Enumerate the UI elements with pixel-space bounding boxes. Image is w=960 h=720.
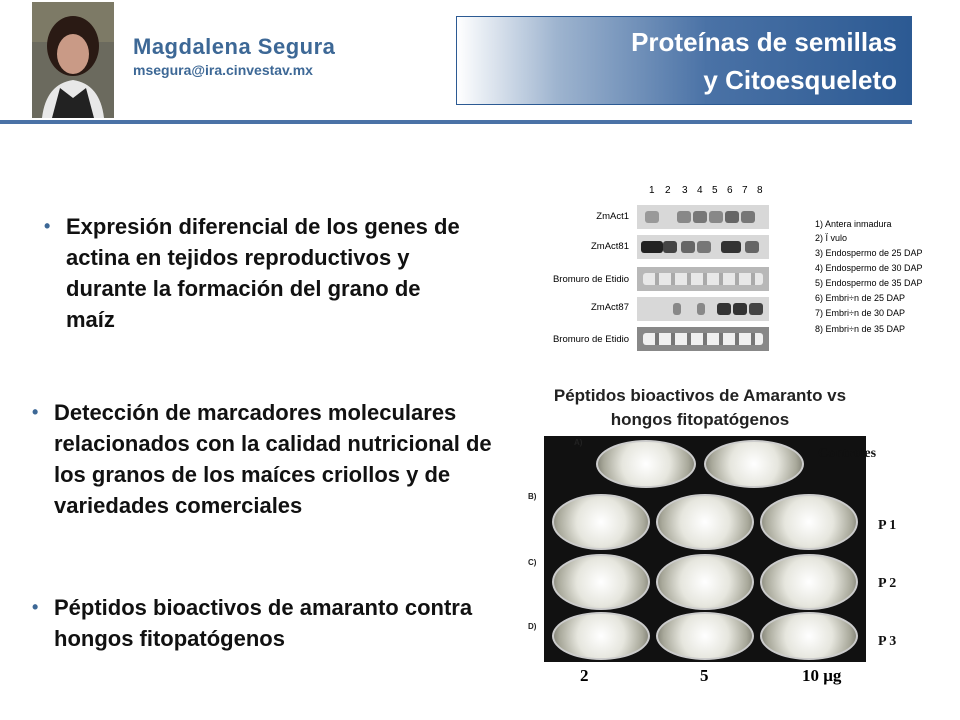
gel-row-label: Bromuro de Etidio [552,334,629,345]
gel-legend-item: 6) Embri÷n de 25 DAP [815,293,905,303]
row-letter: C) [528,558,537,567]
controls-label: Controles [818,446,877,461]
peptides-title-line-2: hongos fitopatógenos [610,410,790,429]
bullet-dot-icon: • [44,216,51,236]
lane-number: 4 [697,185,703,196]
peptides-figure-title [480,384,920,432]
bullet-actin-expression [44,211,464,335]
actin-gel-figure [537,185,947,355]
petri-plates-figure [528,436,866,662]
gel-row-label: ZmAct81 [590,241,629,252]
gel-row-label: ZmAct1 [596,211,629,222]
gel-row-label: Bromuro de Etidio [552,274,629,285]
bullet-dot-icon: • [32,402,39,422]
gel-legend-item: 4) Endospermo de 30 DAP [815,263,923,273]
lane-number: 6 [727,185,733,196]
lane-number: 5 [712,185,718,196]
dose-label: 5 [700,666,709,685]
bullet-dot-icon: • [32,597,39,617]
lane-number: 3 [682,185,688,196]
petri-plate [656,494,754,550]
gel-strip [637,327,769,351]
gel-legend-item: 7) Embri÷n de 30 DAP [815,308,905,318]
title-line-2: y Citoesqueleto [703,65,897,95]
title-banner [456,16,912,105]
petri-plate [760,554,858,610]
p1-label: P 1 [878,518,897,533]
author-email[interactable]: msegura@ira.cinvestav.mx [133,62,313,78]
gel-legend-item: 2) Ï vulo [815,233,848,243]
gel-legend-item: 1) Antera inmadura [815,219,892,229]
gel-legend-item: 5) Endospermo de 35 DAP [815,278,923,288]
author-photo [32,2,114,118]
gel-strip [637,267,769,291]
petri-plate [704,440,804,488]
bullet-amaranth-peptides [32,592,502,654]
gel-legend-item: 8) Embri÷n de 35 DAP [815,324,905,334]
row-letter: B) [528,492,537,501]
petri-plate [596,440,696,488]
gel-strip [637,297,769,321]
petri-plate [552,494,650,550]
lane-number: 1 [649,185,655,196]
bullet-molecular-markers [32,397,522,521]
gel-row-label: ZmAct87 [590,302,629,313]
petri-plate [760,612,858,660]
peptides-title-line-1: Péptidos bioactivos de Amaranto vs [553,386,847,405]
gel-strip [637,235,769,259]
title-line-1: Proteínas de semillas [631,27,897,57]
row-letter: D) [528,622,537,631]
bullet-text: Detección de marcadores moleculares relacionados con la calidad nutricional de los granos de los maíces criollos y de variedades comerciales [54,400,492,518]
lane-number: 8 [757,185,763,196]
author-name: Magdalena Segura [133,34,336,59]
dose-label: 2 [580,666,589,685]
lane-number: 7 [742,185,748,196]
petri-plate [552,554,650,610]
petri-plate [656,554,754,610]
dose-label: 10 μg [802,666,842,685]
p2-label: P 2 [878,576,897,591]
petri-plate [552,612,650,660]
lane-number: 2 [665,185,671,196]
p3-label: P 3 [878,634,897,649]
row-letter: A) [574,438,583,447]
bullet-text: Expresión diferencial de los genes de actina en tejidos reproductivos y durante la formación del grano de maíz [66,214,460,332]
header-divider [0,120,912,124]
gel-strip [637,205,769,229]
gel-legend-item: 3) Endospermo de 25 DAP [815,248,923,258]
petri-plate [760,494,858,550]
petri-plate [656,612,754,660]
bullet-text: Péptidos bioactivos de amaranto contra hongos fitopatógenos [54,595,473,651]
